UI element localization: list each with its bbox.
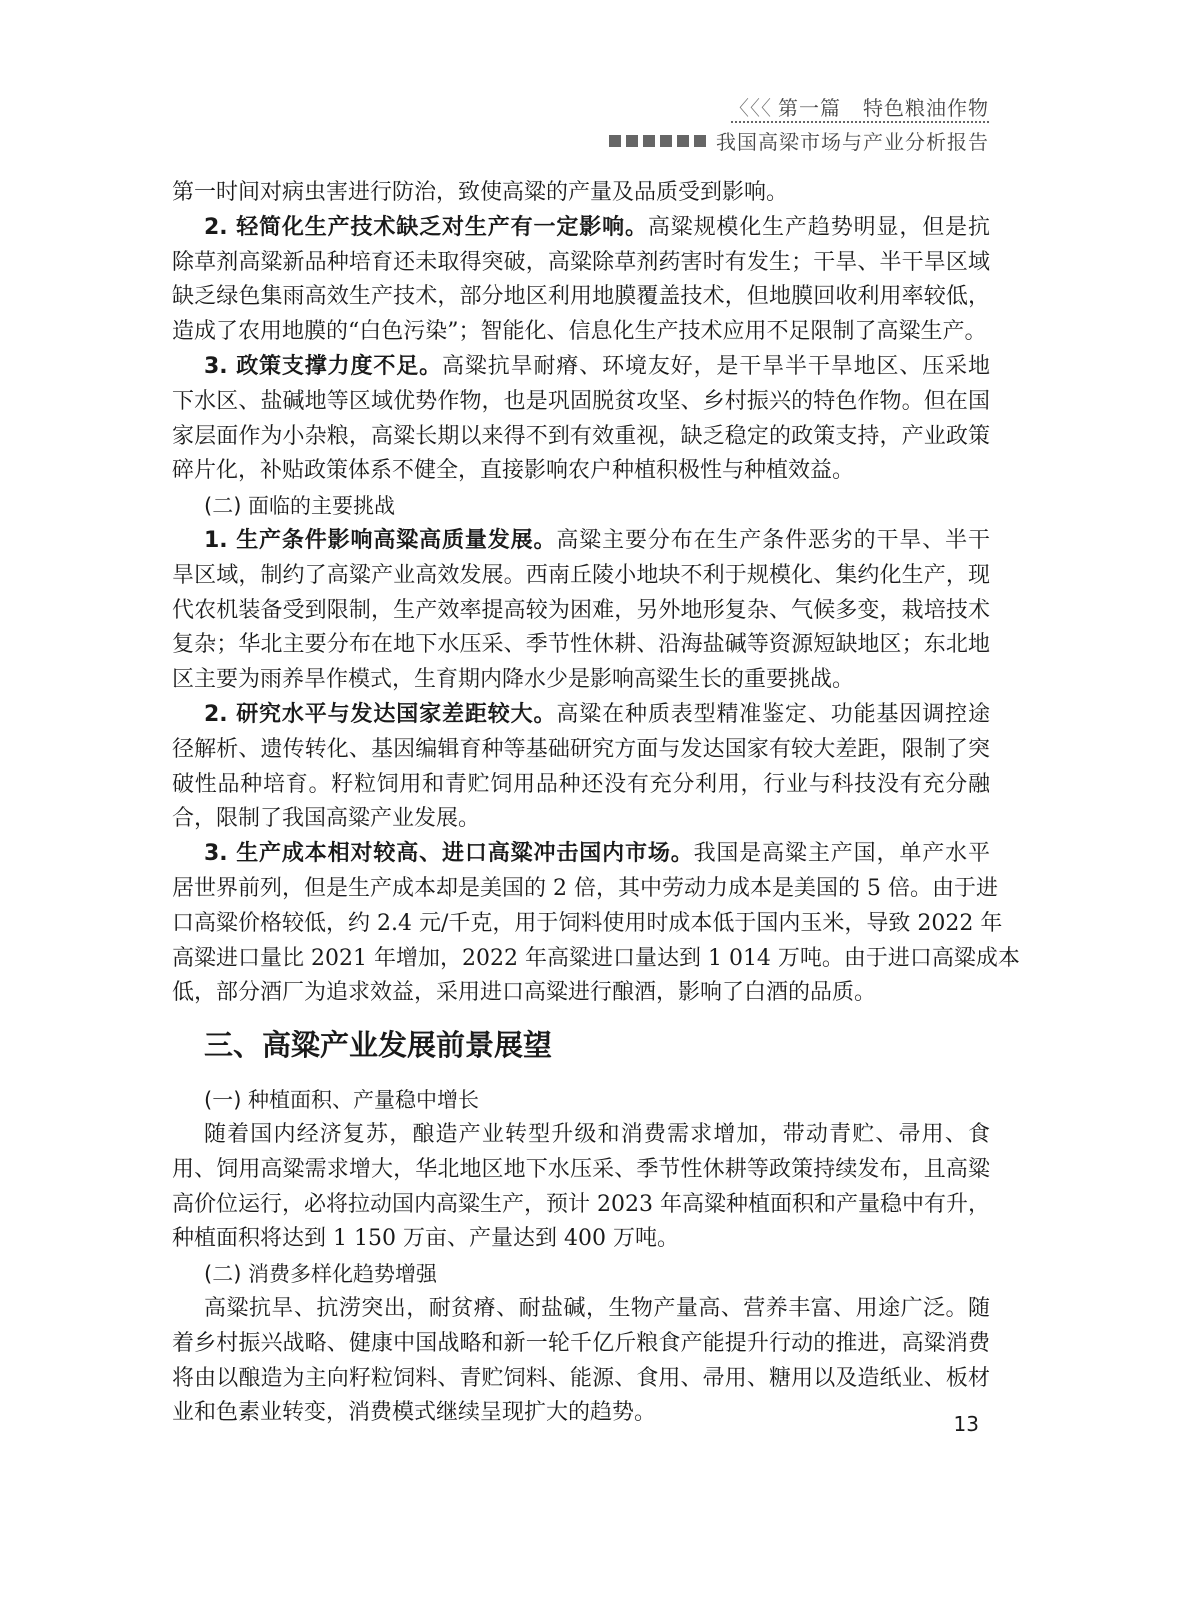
paragraph [172,837,1020,1011]
text-line [172,872,998,907]
text-line [172,1396,990,1431]
text-line [172,663,990,698]
line-text: 高粱规模化生产趋势明显，但是抗 [647,214,990,240]
paragraph-lead: 2. 研究水平与发达国家差距较大。 [204,701,557,727]
line-text: 高粱进口量比 2021 年增加，2022 年高粱进口量达到 1 014 万吨。由于进口高粱成本 [172,945,1020,971]
text-line [172,1153,990,1188]
text-line [172,628,990,663]
text-line [172,768,990,803]
text-line [172,454,990,489]
running-header-part [729,92,989,121]
line-text: 种植面积将达到 1 150 万亩、产量达到 400 万吨。 [172,1226,679,1252]
line-text: 造成了农用地膜的“白色污染”；智能化、信息化生产技术应用不足限制了高粱生产。 [172,319,987,345]
part-number: 第一篇 [778,96,841,120]
subsection-heading: (二) 面临的主要挑战 [204,494,396,519]
running-header-report [609,126,989,155]
line-text: 合，限制了我国高粱产业发展。 [172,806,481,832]
subsection-heading: (二) 消费多样化趋势增强 [204,1262,438,1287]
part-title: 特色粮油作物 [863,96,989,120]
text-line [172,733,990,768]
line-text: 将由以酿造为主向籽粒饲料、青贮饲料、能源、食用、帚用、糖用以及造纸业、板材 [172,1365,990,1391]
paragraph-lead: 1. 生产条件影响高粱高质量发展。 [204,527,557,553]
page-body [172,176,1020,1431]
text-line [172,350,990,385]
paragraph-lead: 3. 生产成本相对较高、进口高粱冲击国内市场。 [204,841,694,867]
text-line [172,698,990,733]
paragraph [172,211,990,350]
text-line [172,942,1020,977]
line-text: 我国是高粱主产国，单产水平 [693,841,990,867]
line-text: 高价位运行，必将拉动国内高粱生产，预计 2023 年高粱种植面积和产量稳中有升， [172,1191,990,1217]
line-text: 第一时间对病虫害进行防治，致使高粱的产量及品质受到影响。 [172,180,789,205]
line-text: 破性品种培育。籽粒饲用和青贮饲用品种还没有充分利用，行业与科技没有充分融 [172,771,990,797]
text-line [172,976,990,1011]
text-line [172,594,990,629]
line-text: 代农机装备受到限制，生产效率提高较为困难，另外地形复杂、气候多变，栽培技术 [172,597,990,623]
paragraph [172,1118,990,1257]
text-line [172,837,990,872]
paragraph [172,1292,990,1431]
paragraph [172,524,990,698]
text-line [172,176,990,211]
line-text: 高粱抗旱、抗涝突出，耐贫瘠、耐盐碱，生物产量高、营养丰富、用途广泛。随 [204,1295,990,1321]
text-line [172,315,990,350]
line-text: 业和色素业转变，消费模式继续呈现扩大的趋势。 [172,1400,657,1426]
text-line [172,559,990,594]
line-text: 高粱在种质表型精准鉴定、功能基因调控途 [556,701,990,727]
text-line [172,1327,990,1362]
text-line [172,1362,990,1397]
line-text: 下水区、盐碱地等区域优势作物，也是巩固脱贫攻坚、乡村振兴的特色作物。但在国 [172,388,990,414]
text-line [172,802,990,837]
line-text: 缺乏绿色集雨高效生产技术，部分地区利用地膜覆盖技术，但地膜回收利用率较低， [172,284,990,310]
text-line [172,420,990,455]
text-line [172,385,990,420]
text-line [172,1222,990,1257]
line-text: 除草剂高粱新品种培育还未取得突破，高粱除草剂药害时有发生；干旱、半干旱区域 [172,249,990,275]
header-divider [731,121,989,123]
report-title: 我国高梁市场与产业分析报告 [716,130,989,154]
line-text: 低，部分酒厂为追求效益，采用进口高粱进行酿酒，影响了白酒的品质。 [172,980,877,1006]
text-line [172,907,1003,942]
paragraph-lead: 3. 政策支撑力度不足。 [204,353,443,379]
text-line [172,246,990,281]
paragraph [172,350,990,489]
chevron-left-icon: 〈〈〈 [729,96,772,120]
line-text: 高粱抗旱耐瘠、环境友好，是干旱半干旱地区、压采地 [442,353,990,379]
line-text: 口高粱价格较低，约 2.4 元/千克，用于饲料使用时成本低于国内玉米，导致 2022 年 [172,910,1003,936]
line-text: 居世界前列，但是生产成本却是美国的 2 倍，其中劳动力成本是美国的 5 倍。由于进 [172,875,998,901]
line-text: 着乡村振兴战略、健康中国战略和新一轮千亿斤粮食产能提升行动的推进，高粱消费 [172,1330,990,1356]
square-bullets-icon [609,135,706,147]
line-text: 径解析、遗传转化、基因编辑育种等基础研究方面与发达国家有较大差距，限制了突 [172,736,990,762]
line-text: 复杂；华北主要分布在地下水压采、季节性休耕、沿海盐碱等资源短缺地区；东北地 [172,632,990,658]
text-line [172,1118,990,1153]
line-text: 随着国内经济复苏，酿造产业转型升级和消费需求增加，带动青贮、帚用、食 [204,1121,990,1147]
text-line [172,280,990,315]
paragraph-lead: 2. 轻简化生产技术缺乏对生产有一定影响。 [204,214,648,240]
line-text: 高粱主要分布在生产条件恶劣的干旱、半干 [556,527,990,553]
page-number: 13 [953,1412,979,1436]
text-line [172,1188,990,1223]
paragraph [172,176,990,211]
line-text: 区主要为雨养旱作模式，生育期内降水少是影响高粱生长的重要挑战。 [172,667,855,693]
subsection-heading: (一) 种植面积、产量稳中增长 [204,1088,480,1113]
text-line [172,211,990,246]
paragraph [172,698,990,837]
line-text: 家层面作为小杂粮，高粱长期以来得不到有效重视，缺乏稳定的政策支持，产业政策 [172,423,990,449]
section-heading: 三、高粱产业发展前景展望 [204,1028,553,1063]
line-text: 旱区域，制约了高粱产业高效发展。西南丘陵小地块不利于规模化、集约化生产，现 [172,562,990,588]
text-line [172,1292,990,1327]
line-text: 碎片化，补贴政策体系不健全，直接影响农户种植积极性与种植效益。 [172,458,855,484]
text-line [172,524,990,559]
line-text: 用、饲用高粱需求增大，华北地区地下水压采、季节性休耕等政策持续发布，且高粱 [172,1156,990,1182]
